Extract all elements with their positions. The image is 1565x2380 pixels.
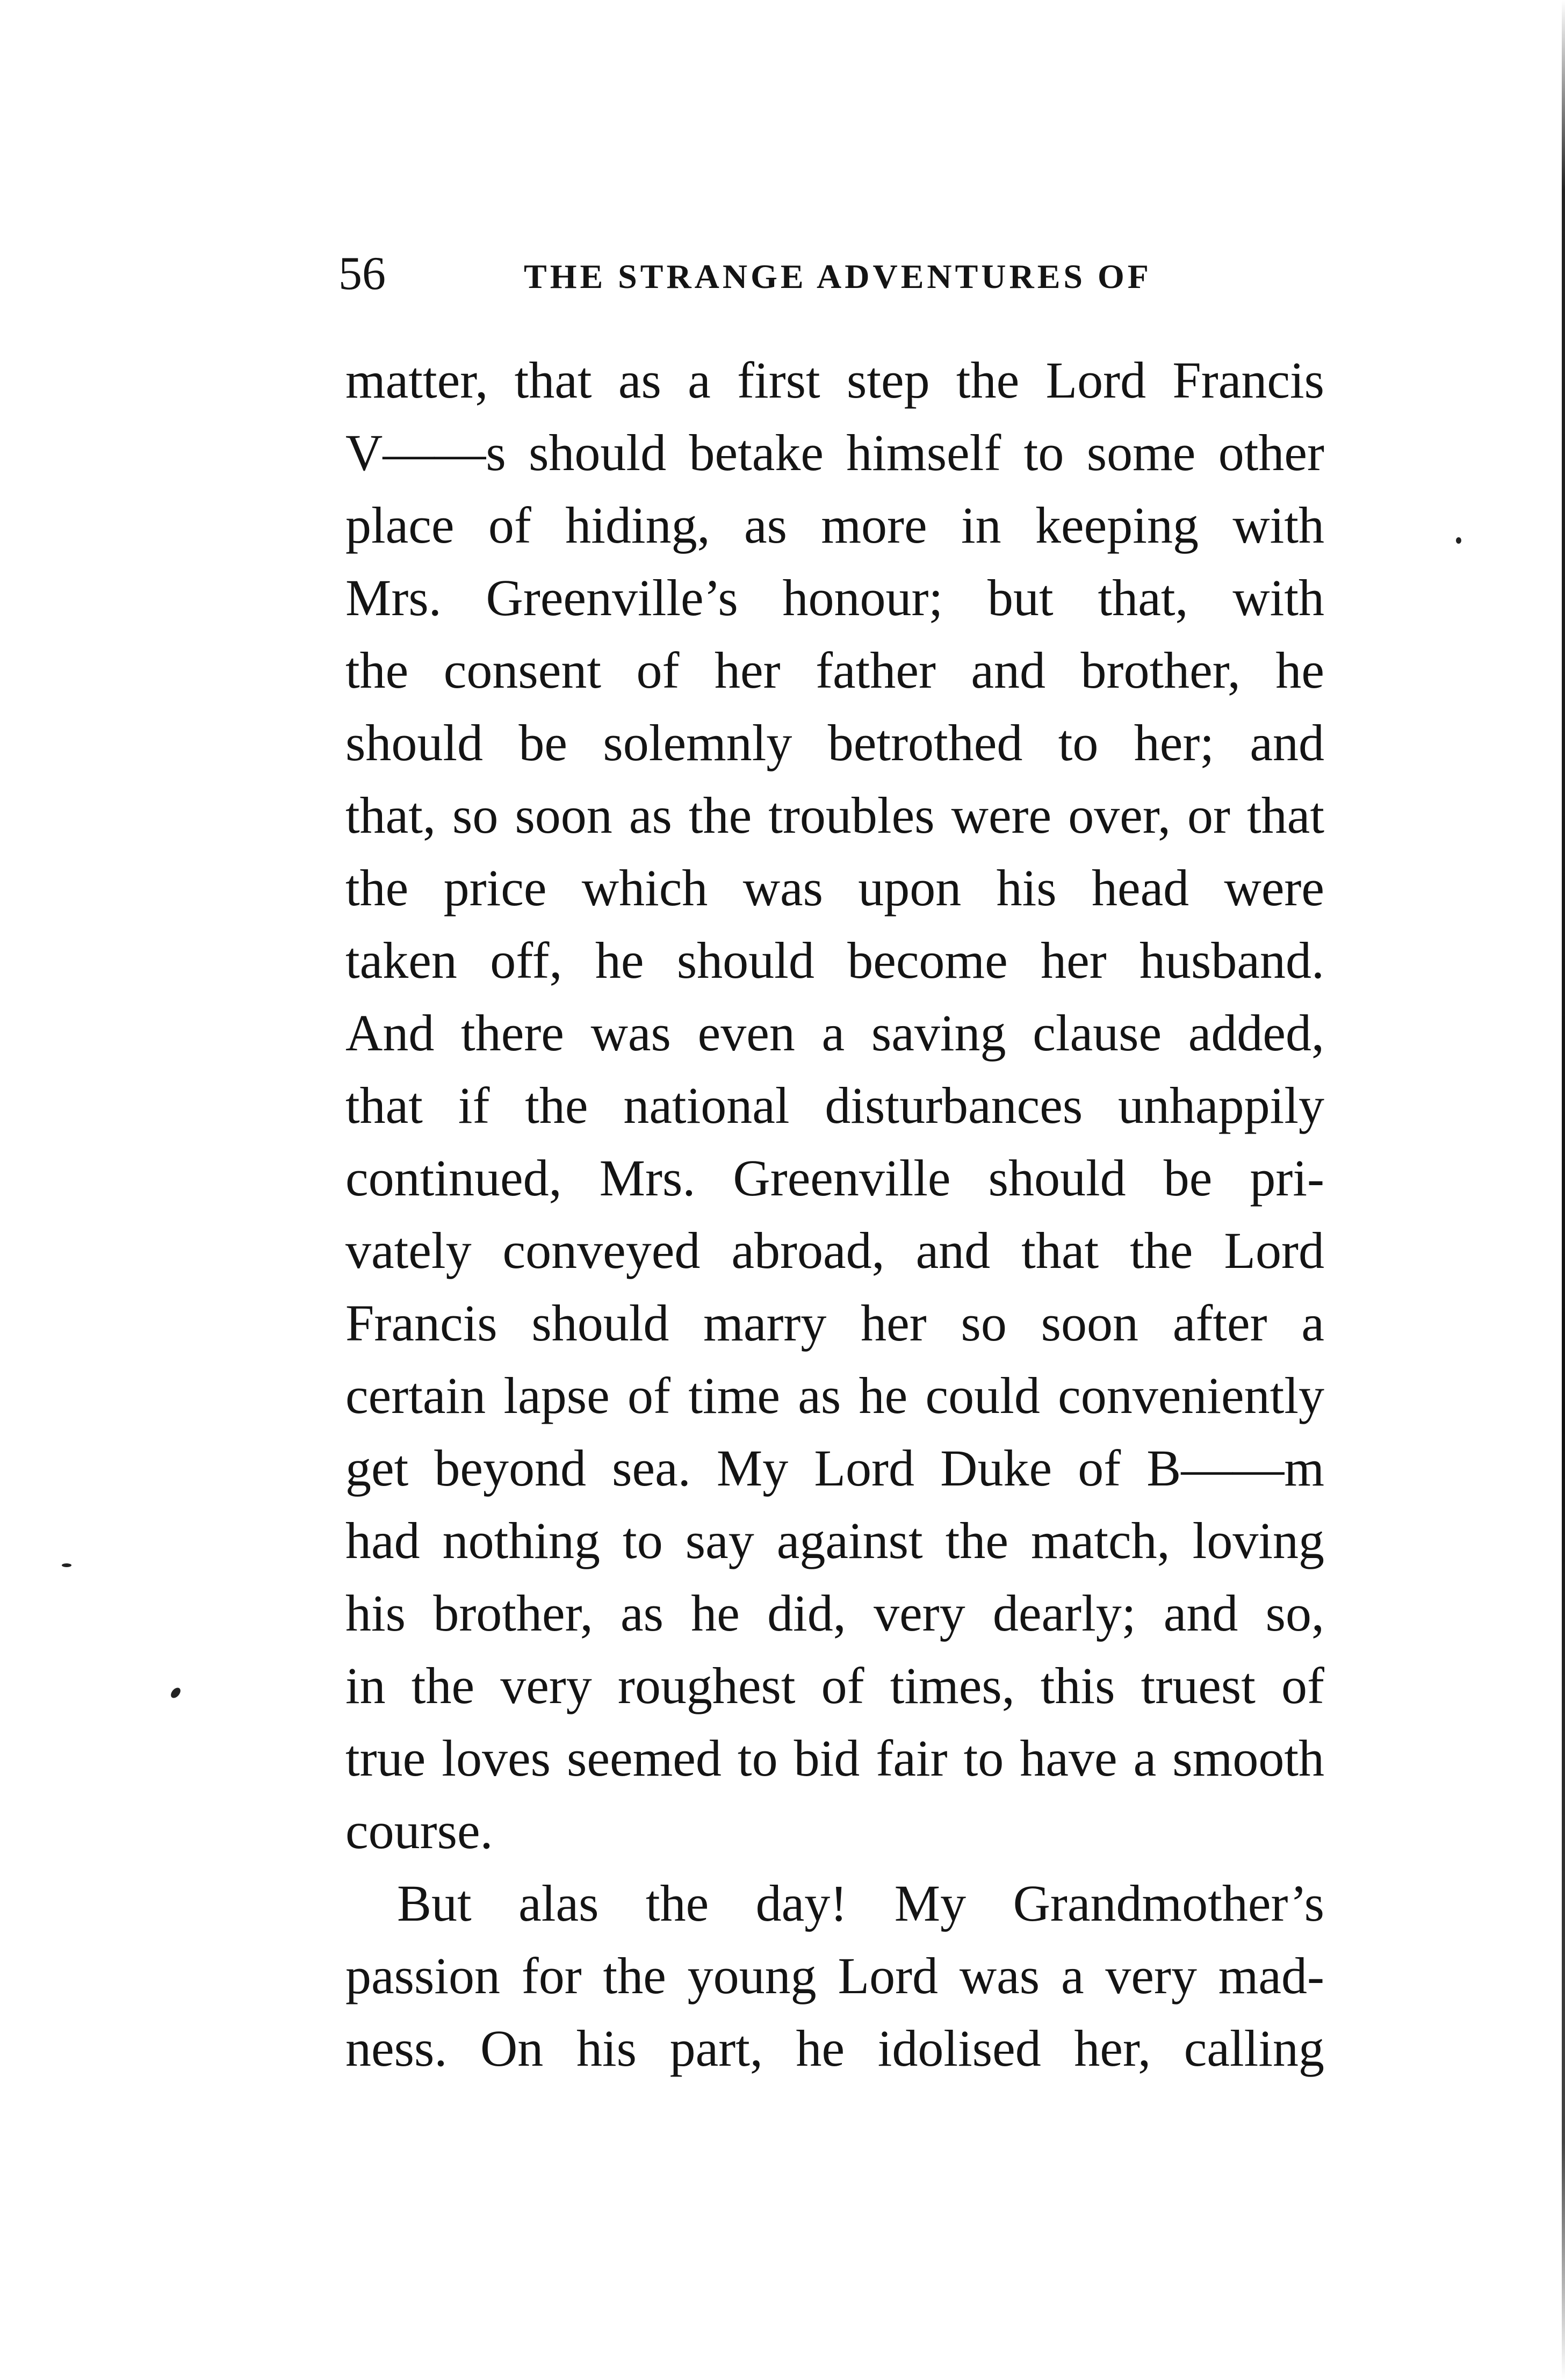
text-line: taken off, he should become her husband. — [345, 932, 1324, 989]
paragraph-1 — [345, 344, 1324, 1867]
text-line: in the very roughest of times, this truest of — [345, 1657, 1324, 1714]
text-line: the price which was upon his head were — [345, 859, 1324, 917]
text-line: had nothing to say against the match, loving — [345, 1512, 1324, 1569]
text-line: ness. On his part, he idolised her, calling — [345, 2020, 1324, 2077]
text-line: passion for the young Lord was a very mad- — [345, 1947, 1324, 2004]
text-line: Mrs. Greenville’s honour; but that, with — [345, 569, 1324, 626]
text-line: place of hiding, as more in keeping with — [345, 496, 1324, 554]
text-line: V——s should betake himself to some other — [345, 424, 1324, 481]
text-line: the consent of her father and brother, he — [345, 641, 1324, 699]
text-line: matter, that as a first step the Lord Francis — [345, 351, 1324, 409]
text-line: his brother, as he did, very dearly; and so, — [345, 1584, 1324, 1642]
running-header — [338, 244, 1327, 304]
text-line: should be solemnly betrothed to her; and — [345, 714, 1324, 771]
text-line: And there was even a saving clause added, — [345, 1004, 1324, 1062]
page-edge-shadow — [1562, 0, 1565, 2380]
text-line: get beyond sea. My Lord Duke of B——m — [345, 1439, 1324, 1497]
text-line: true loves seemed to bid fair to have a smooth — [345, 1729, 1324, 1787]
scan-speck — [62, 1563, 71, 1567]
scan-speck — [1456, 537, 1461, 544]
text-line: Francis should marry her so soon after a — [345, 1294, 1324, 1352]
text-line: that if the national disturbances unhappily — [345, 1077, 1324, 1134]
text-line: certain lapse of time as he could conveniently — [345, 1367, 1324, 1424]
running-head-title: THE STRANGE ADVENTURES OF — [524, 257, 1152, 295]
text-line: that, so soon as the troubles were over, or that — [345, 787, 1324, 844]
text-line: continued, Mrs. Greenville should be pri- — [345, 1149, 1324, 1207]
text-line: But alas the day! My Grandmother’s — [397, 1874, 1324, 1932]
page-number: 56 — [338, 248, 386, 300]
scan-speck — [169, 1686, 183, 1700]
text-line: course. — [345, 1802, 493, 1859]
paragraph-2 — [345, 1867, 1324, 2085]
text-line: vately conveyed abroad, and that the Lord — [345, 1222, 1324, 1279]
body-text — [345, 344, 1324, 2085]
